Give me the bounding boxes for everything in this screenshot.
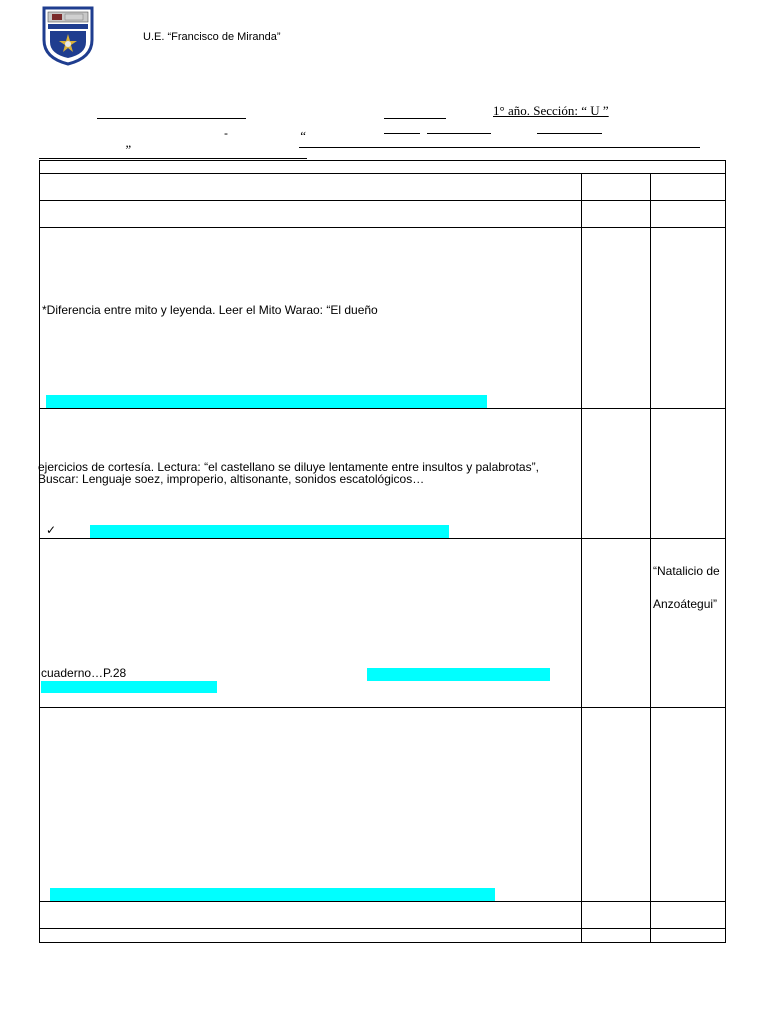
grade-section: 1° año. Sección: “ U ” — [493, 103, 609, 118]
blank-field-name — [39, 158, 307, 159]
highlight-bar — [367, 668, 550, 681]
blank-field-area — [384, 118, 446, 119]
highlight-bar — [41, 681, 217, 693]
blank-field-date-1 — [384, 133, 420, 134]
table-row-divider — [39, 901, 726, 902]
activity-courtesy-reading: ejercicios de cortesía. Lectura: “el castellano se diluye lentamente entre insultos y palabrotas”, — [38, 460, 539, 474]
highlight-bar — [46, 395, 487, 408]
open-quote: “ — [299, 128, 307, 143]
table-left-border — [39, 160, 40, 942]
table-top-border — [39, 160, 726, 161]
school-name: U.E. “Francisco de Miranda” — [143, 31, 281, 43]
table-row-divider — [39, 707, 726, 708]
table-row-divider — [39, 227, 726, 228]
blank-field-date-3 — [537, 133, 602, 134]
school-crest-icon — [40, 4, 96, 66]
blank-field-title — [299, 147, 700, 148]
highlight-bar — [50, 888, 495, 901]
table-bottom-border — [39, 942, 726, 943]
blank-field-date-2 — [427, 133, 491, 134]
table-right-border — [725, 160, 726, 942]
table-row-divider — [39, 173, 726, 174]
table-row-divider — [39, 408, 726, 409]
checkmark-icon: ✓ — [46, 523, 57, 537]
activity-myth-legend: *Diferencia entre mito y leyenda. Leer el Mito Warao: “El dueño — [42, 303, 378, 317]
table-row-divider — [39, 538, 726, 539]
table-row-divider — [39, 928, 726, 929]
close-quote: ” — [124, 142, 132, 157]
table-row-divider — [39, 200, 726, 201]
activity-vocabulary-search: Buscar: Lenguaje soez, improperio, altisonante, sonidos escatológicos… — [38, 472, 425, 486]
event-natalicio: “Natalicio de — [653, 564, 720, 578]
table-column-divider — [581, 173, 582, 942]
highlight-bar — [90, 525, 449, 538]
table-column-divider — [650, 173, 651, 942]
event-anzoategui: Anzoátegui” — [653, 597, 718, 611]
activity-notebook-page: cuaderno…P.28 — [41, 666, 127, 680]
dash-separator: - — [224, 126, 228, 140]
blank-field-teacher — [97, 118, 246, 119]
